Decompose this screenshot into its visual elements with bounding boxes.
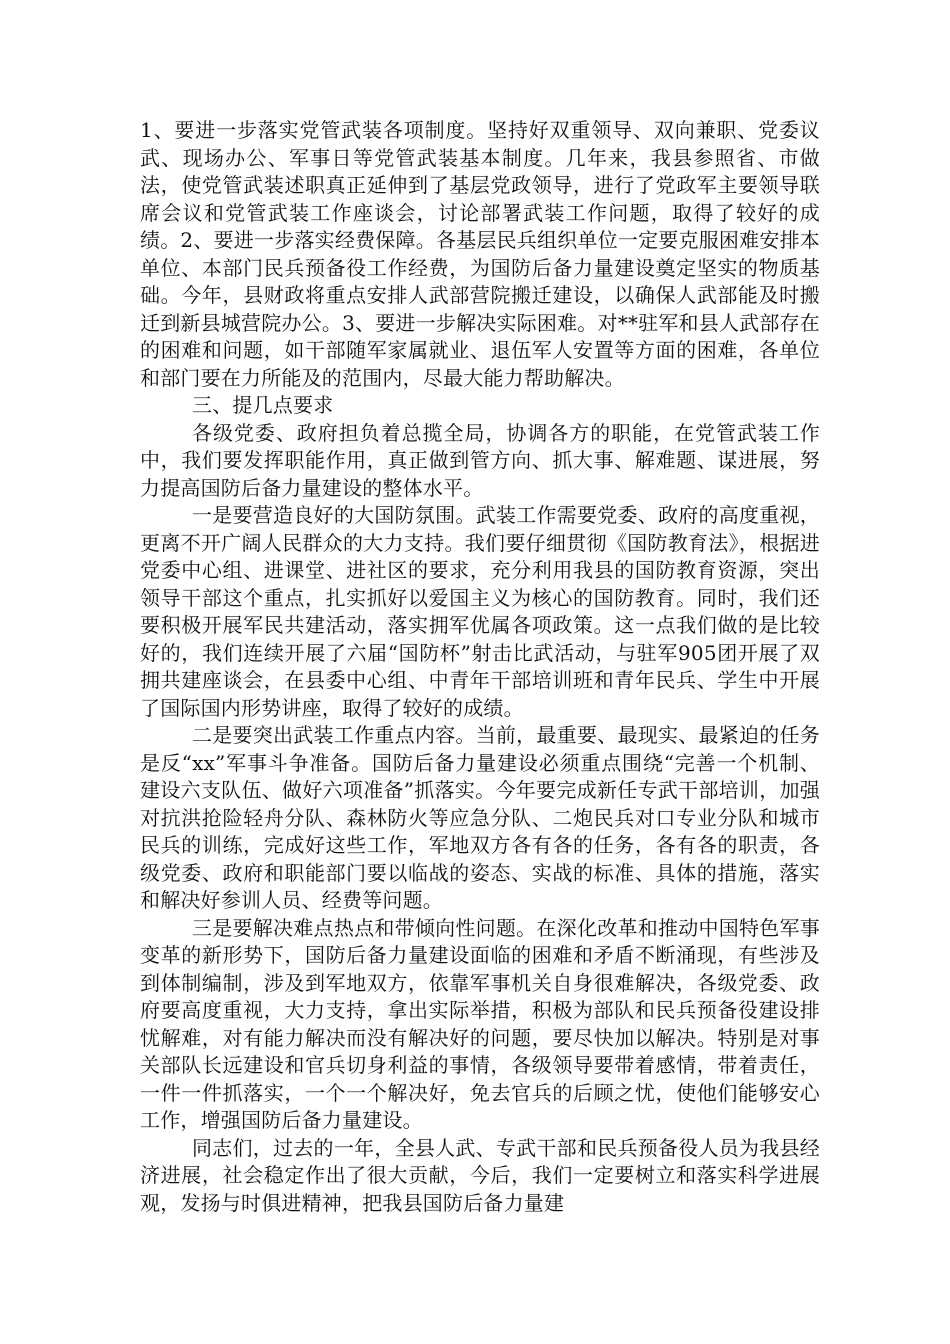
- paragraph-1: 1、要进一步落实党管武装各项制度。坚持好双重领导、双向兼职、党委议武、现场办公、军事日等党管武装基本制度。几年来，我县参照省、市做法，使党管武装述职真正延伸到了基层党政领导，进行了党政军主要领导联席会议和党管武装工作座谈会，讨论部署武装工作问题，取得了较好的成绩。2、要进一步落实经费保障。各基层民兵组织单位一定要克服困难安排本单位、本部门民兵预备役工作经费，为国防后备力量建设奠定坚实的物质基础。今年，县财政将重点安排人武部营院搬迁建设，以确保人武部能及时搬迁到新县城营院办公。3、要进一步解决实际困难。对**驻军和县人武部存在的困难和问题，如干部随军家属就业、退伍军人安置等方面的困难，各单位和部门要在力所能及的范围内，尽最大能力帮助解决。: [140, 118, 820, 390]
- paragraph-6: 同志们，过去的一年，全县人武、专武干部和民兵预备役人员为我县经济进展，社会稳定作出了很大贡献，今后，我们一定要树立和落实科学进展观，发扬与时俱进精神，把我县国防后备力量建: [140, 1135, 820, 1215]
- paragraph-2: 各级党委、政府担负着总揽全局，协调各方的职能，在党管武装工作中，我们要发挥职能作用，真正做到管方向、抓大事、解难题、谋进展，努力提高国防后备力量建设的整体水平。: [140, 420, 820, 500]
- document-body: [140, 117, 820, 1217]
- section-heading: 三、提几点要求: [192, 393, 334, 417]
- paragraph-5: 三是要解决难点热点和带倾向性问题。在深化改革和推动中国特色军事变革的新形势下，国防后备力量建设面临的困难和矛盾不断涌现，有些涉及到体制编制，涉及到军地双方，依靠军事机关自身很难解决，各级党委、政府要高度重视，大力支持，拿出实际举措，积极为部队和民兵预备役建设排忧解难，对有能力解决而没有解决好的问题，要尽快加以解决。特别是对事关部队长远建设和官兵切身利益的事情，各级领导要带着感情，带着责任，一件一件抓落实，一个一个解决好，免去官兵的后顾之忧，使他们能够安心工作，增强国防后备力量建设。: [140, 915, 820, 1132]
- paragraph-4: 二是要突出武装工作重点内容。当前，最重要、最现实、最紧迫的任务是反“xx”军事斗争准备。国防后备力量建设必须重点围绕“完善一个机制、建设六支队伍、做好六项准备”抓落实。今年要完成新任专武干部培训，加强对抗洪抢险轻舟分队、森林防火等应急分队、二炮民兵对口专业分队和城市民兵的训练，完成好这些工作，军地双方各有各的任务，各有各的职责，各级党委、政府和职能部门要以临战的姿态、实战的标准、具体的措施，落实和解决好参训人员、经费等问题。: [140, 723, 820, 912]
- paragraph-3: 一是要营造良好的大国防氛围。武装工作需要党委、政府的高度重视，更离不开广阔人民群众的大力支持。我们要仔细贯彻《国防教育法》，根据进党委中心组、进课堂、进社区的要求，充分利用我县的国防教育资源，突出领导干部这个重点，扎实抓好以爱国主义为核心的国防教育。同时，我们还要积极开展军民共建活动，落实拥军优属各项政策。这一点我们做的是比较好的，我们连续开展了六届“国防杯”射击比武活动，与驻军905团开展了双拥共建座谈会，在县委中心组、中青年干部培训班和青年民兵、学生中开展了国际国内形势讲座，取得了较好的成绩。: [140, 503, 820, 720]
